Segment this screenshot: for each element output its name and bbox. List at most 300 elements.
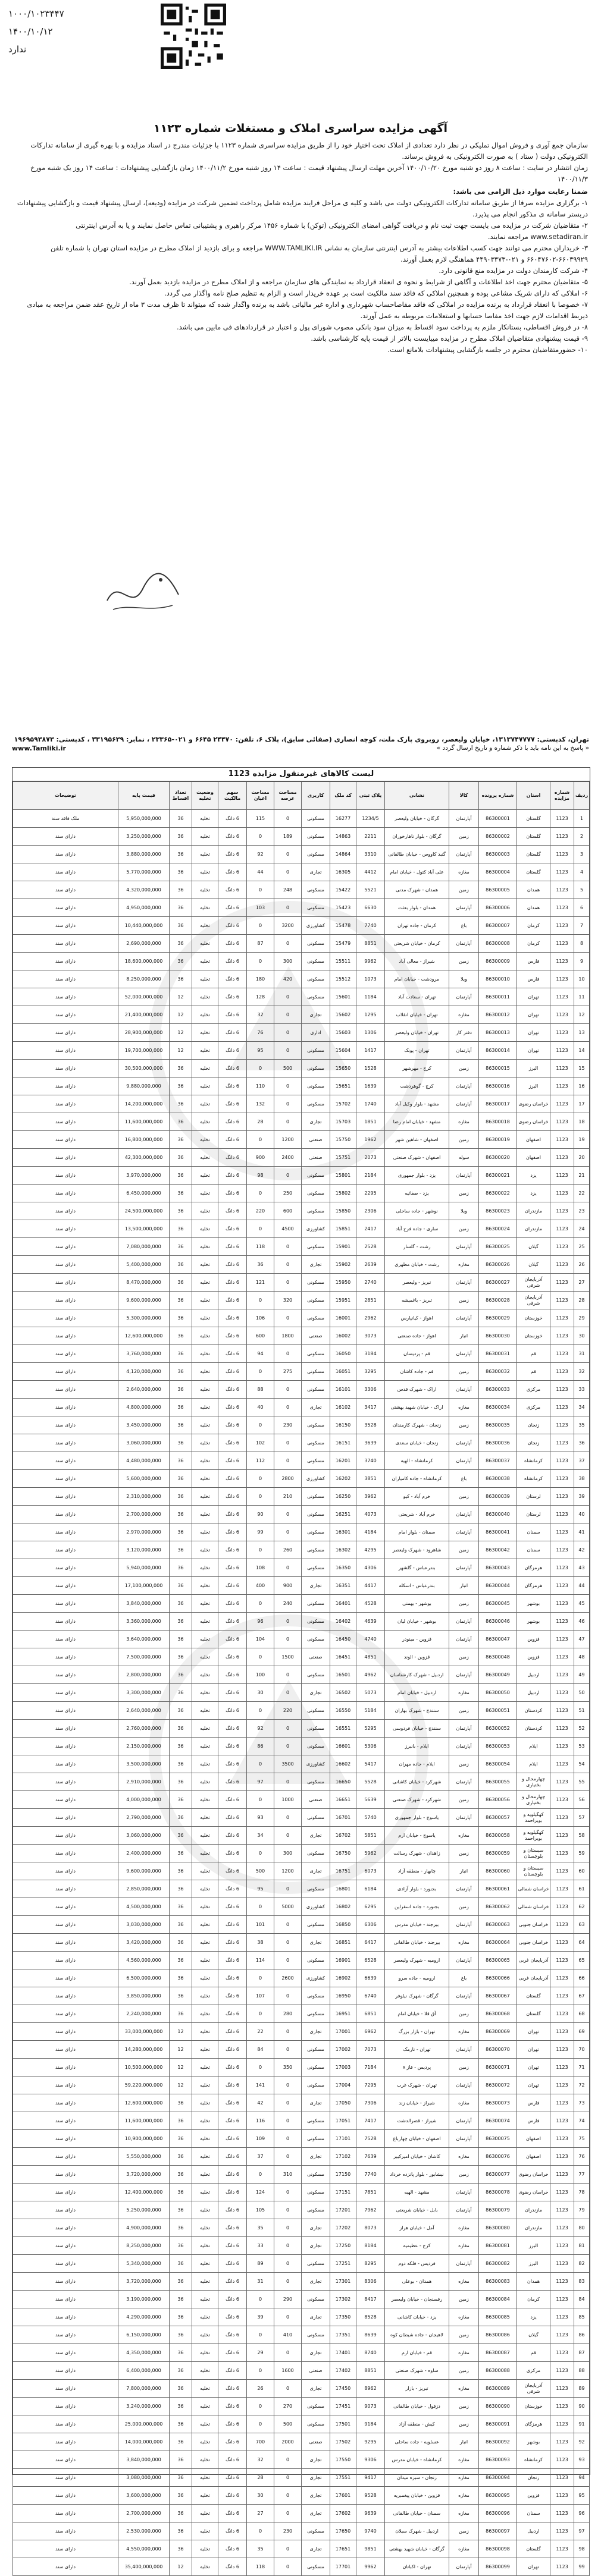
table-cell: 36 bbox=[170, 2201, 192, 2219]
table-cell: 38 bbox=[574, 1470, 590, 1488]
table-cell: 6 دانگ bbox=[218, 1399, 247, 1416]
table-cell: 1123 bbox=[550, 2291, 574, 2308]
table-cell: 3,500,000,000 bbox=[118, 1755, 170, 1773]
table-cell: 16602 bbox=[330, 1755, 356, 1773]
table-cell: دارای سند bbox=[13, 1202, 118, 1220]
table-cell: 89 bbox=[574, 2380, 590, 2398]
table-cell: 3,600,000,000 bbox=[118, 2487, 170, 2505]
table-cell: 74 bbox=[574, 2112, 590, 2130]
table-cell: 85 bbox=[574, 2308, 590, 2326]
table-cell: 3962 bbox=[356, 1488, 385, 1506]
table-cell: 39 bbox=[247, 2308, 274, 2326]
table-cell: 36 bbox=[170, 1131, 192, 1149]
table-cell: 6 دانگ bbox=[218, 1185, 247, 1202]
table-cell: 1306 bbox=[356, 1024, 385, 1042]
table-cell: 67 bbox=[574, 1987, 590, 2005]
table-cell: 0 bbox=[274, 1987, 302, 2005]
table-cell: 66 bbox=[574, 1969, 590, 1987]
table-cell: 36 bbox=[170, 953, 192, 970]
table-cell: 7,800,000,000 bbox=[118, 2380, 170, 2398]
table-cell: 86300028 bbox=[479, 1292, 517, 1309]
table-cell: 4,350,000,000 bbox=[118, 2344, 170, 2362]
table-cell: تخلیه bbox=[192, 2362, 218, 2380]
table-cell: 36 bbox=[170, 1202, 192, 1220]
table-cell: 1200 bbox=[274, 1862, 302, 1880]
table-cell: 0 bbox=[274, 2558, 302, 2576]
table-cell: 36 bbox=[170, 1381, 192, 1399]
table-cell: 400 bbox=[247, 1577, 274, 1595]
table-cell: 250 bbox=[274, 1185, 302, 1202]
table-row bbox=[13, 2201, 590, 2219]
table-cell: 16651 bbox=[330, 1791, 356, 1809]
table-cell: تخلیه bbox=[192, 1827, 218, 1845]
table-cell: تخلیه bbox=[192, 2273, 218, 2291]
table-cell: مسکونی bbox=[302, 1845, 330, 1862]
table-cell: آپارتمان bbox=[449, 1720, 479, 1738]
table-cell: دارای سند bbox=[13, 1185, 118, 1202]
table-cell: آپارتمان bbox=[449, 1523, 479, 1541]
table-cell: 93 bbox=[247, 1809, 274, 1827]
table-cell: 36 bbox=[170, 1095, 192, 1113]
table-cell: 86300020 bbox=[479, 1149, 517, 1167]
table-cell: گرگان - بلوار ناهارخوران bbox=[385, 828, 449, 846]
table-cell: 88 bbox=[247, 1381, 274, 1399]
table-cell: دارای سند bbox=[13, 1309, 118, 1327]
table-cell: 3,850,000,000 bbox=[118, 1987, 170, 2005]
table-cell: 1500 bbox=[274, 1648, 302, 1666]
table-cell: آمل - خیابان هراز bbox=[385, 2219, 449, 2237]
table-cell: مسکونی bbox=[302, 1488, 330, 1506]
table-cell: 6 دانگ bbox=[218, 1987, 247, 2005]
table-cell: 0 bbox=[274, 1880, 302, 1898]
footer-website[interactable]: www.Tamliki.ir bbox=[12, 744, 66, 752]
table-cell: تهران - سعادت آباد bbox=[385, 988, 449, 1006]
table-cell: 1123 bbox=[550, 2451, 574, 2469]
table-cell: 6 دانگ bbox=[218, 1862, 247, 1880]
table-cell: 118 bbox=[247, 1238, 274, 1256]
table-cell: 3,450,000,000 bbox=[118, 1416, 170, 1434]
table-cell: تهران - خیابان انقلاب bbox=[385, 1006, 449, 1024]
table-cell: 36 bbox=[170, 1452, 192, 1470]
table-cell: 6 دانگ bbox=[218, 2362, 247, 2380]
table-cell: مسکونی bbox=[302, 1452, 330, 1470]
table-cell: 600 bbox=[247, 1327, 274, 1345]
table-cell: کرج - گوهردشت bbox=[385, 1077, 449, 1095]
table-cell: 6 دانگ bbox=[218, 1024, 247, 1042]
table-cell: 86300057 bbox=[479, 1809, 517, 1827]
table-cell: 16151 bbox=[330, 1434, 356, 1452]
table-cell: 6 دانگ bbox=[218, 1684, 247, 1702]
table-cell: تجاری bbox=[302, 2219, 330, 2237]
table-cell: تخلیه bbox=[192, 1577, 218, 1595]
table-cell: تجاری bbox=[302, 2469, 330, 2487]
table-cell: 86300040 bbox=[479, 1506, 517, 1523]
table-row bbox=[13, 2130, 590, 2148]
table-cell: هرمزگان bbox=[517, 2415, 550, 2433]
table-cell: 6 دانگ bbox=[218, 1256, 247, 1274]
table-cell: 89 bbox=[247, 2255, 274, 2273]
table-cell: تخلیه bbox=[192, 1131, 218, 1149]
table-cell: 86300036 bbox=[479, 1434, 517, 1452]
table-cell: 83 bbox=[574, 2273, 590, 2291]
table-row bbox=[13, 1506, 590, 1523]
table-cell: 3,190,000,000 bbox=[118, 2291, 170, 2308]
table-cell: 1123 bbox=[550, 2255, 574, 2273]
table-cell: تخلیه bbox=[192, 1791, 218, 1809]
table-cell: 1123 bbox=[550, 2344, 574, 2362]
letter-attachment: ندارد bbox=[8, 44, 27, 55]
table-cell: 0 bbox=[247, 2326, 274, 2344]
table-cell: البرز bbox=[517, 1077, 550, 1095]
table-cell: دارای سند bbox=[13, 970, 118, 988]
table-cell: 16401 bbox=[330, 1595, 356, 1613]
table-cell: 28 bbox=[247, 2469, 274, 2487]
table-cell: مسکونی bbox=[302, 2326, 330, 2344]
table-cell: 0 bbox=[274, 1274, 302, 1292]
table-cell: 36 bbox=[170, 1149, 192, 1167]
table-cell: 1123 bbox=[550, 2130, 574, 2148]
table-cell: آپارتمان bbox=[449, 1987, 479, 2005]
table-cell: رشت - خیابان مطهری bbox=[385, 1256, 449, 1274]
table-cell: گنبد کاووس - خیابان طالقانی bbox=[385, 846, 449, 863]
table-cell: 82 bbox=[574, 2255, 590, 2273]
table-cell: 1600 bbox=[274, 2362, 302, 2380]
table-cell: 36 bbox=[170, 1702, 192, 1720]
table-cell: اصفهان bbox=[517, 2148, 550, 2166]
table-cell: 6 دانگ bbox=[218, 1880, 247, 1898]
table-cell: آپارتمان bbox=[449, 2201, 479, 2219]
table-cell: 180 bbox=[247, 970, 274, 988]
table-cell: 84 bbox=[574, 2291, 590, 2308]
table-cell: مسکونی bbox=[302, 1559, 330, 1577]
table-cell: 17201 bbox=[330, 2201, 356, 2219]
table-cell: اداری bbox=[302, 1024, 330, 1042]
table-cell: 16350 bbox=[330, 1559, 356, 1577]
table-cell: 99 bbox=[574, 2558, 590, 2576]
table-cell: تجاری bbox=[302, 2308, 330, 2326]
table-cell: 1123 bbox=[550, 2415, 574, 2433]
table-cell: 86 bbox=[574, 2326, 590, 2344]
table-cell: دارای سند bbox=[13, 1238, 118, 1256]
table-cell: 12 bbox=[170, 2023, 192, 2041]
table-cell: 16301 bbox=[330, 1523, 356, 1541]
table-cell: دارای سند bbox=[13, 1809, 118, 1827]
table-cell: 86300097 bbox=[479, 2522, 517, 2540]
table-cell: 86300046 bbox=[479, 1613, 517, 1631]
table-cell: 86300007 bbox=[479, 917, 517, 935]
table-cell: 86300060 bbox=[479, 1862, 517, 1880]
table-cell: دارای سند bbox=[13, 2148, 118, 2166]
table-cell: دارای سند bbox=[13, 1827, 118, 1845]
table-cell: تخلیه bbox=[192, 828, 218, 846]
table-cell: 16051 bbox=[330, 1363, 356, 1381]
table-cell: 17401 bbox=[330, 2344, 356, 2362]
table-cell: 36 bbox=[170, 1185, 192, 1202]
table-row bbox=[13, 1773, 590, 1791]
table-cell: 6 دانگ bbox=[218, 2130, 247, 2148]
table-cell: 36 bbox=[170, 1631, 192, 1648]
table-cell: 1123 bbox=[550, 1024, 574, 1042]
table-cell: 0 bbox=[274, 1720, 302, 1738]
table-cell: 57 bbox=[574, 1809, 590, 1827]
table-cell: مغازه bbox=[449, 2148, 479, 2166]
table-cell: 16101 bbox=[330, 1381, 356, 1399]
table-cell: 0 bbox=[274, 1952, 302, 1969]
table-cell: 86300051 bbox=[479, 1702, 517, 1720]
table-cell: 4,900,000,000 bbox=[118, 2219, 170, 2237]
table-row bbox=[13, 2148, 590, 2166]
table-cell: 115 bbox=[247, 810, 274, 828]
table-cell: 300 bbox=[274, 953, 302, 970]
table-cell: 2 bbox=[574, 828, 590, 846]
table-row bbox=[13, 2451, 590, 2469]
table-cell: 1851 bbox=[356, 1113, 385, 1131]
table-cell: 0 bbox=[247, 1845, 274, 1862]
table-cell: صنعتی bbox=[302, 1648, 330, 1666]
table-cell: گرگان - خیابان شهید بهشتی bbox=[385, 2540, 449, 2558]
table-cell: قزوین - خیابان پیغمبریه bbox=[385, 2487, 449, 2505]
table-cell: 86300055 bbox=[479, 1773, 517, 1791]
table-cell: 1123 bbox=[550, 1434, 574, 1452]
table-cell: مغازه bbox=[449, 1006, 479, 1024]
table-cell: 350 bbox=[274, 2059, 302, 2076]
table-cell: آپارتمان bbox=[449, 1042, 479, 1060]
table-cell: تجاری bbox=[302, 863, 330, 881]
table-cell: سمنان bbox=[517, 1523, 550, 1541]
table-cell: دارای سند bbox=[13, 2166, 118, 2184]
table-cell: مغازه bbox=[449, 2487, 479, 2505]
table-row bbox=[13, 1702, 590, 1720]
table-cell: 2639 bbox=[356, 1256, 385, 1274]
table-cell: 6962 bbox=[356, 2023, 385, 2041]
table-cell: مسکونی bbox=[302, 2076, 330, 2094]
table-row bbox=[13, 1880, 590, 1898]
table-cell: آپارتمان bbox=[449, 1738, 479, 1755]
table-cell: 700 bbox=[247, 2433, 274, 2451]
table-cell: 6 دانگ bbox=[218, 1292, 247, 1309]
table-cell: 36 bbox=[170, 1738, 192, 1755]
table-cell: تجاری bbox=[302, 2380, 330, 2398]
table-cell: تجاری bbox=[302, 1577, 330, 1595]
ad-term: ۱۰- حضورمتقاضیان محترم در جلسه بازگشایی پیشنهادات بلامانع است. bbox=[387, 345, 588, 354]
table-cell: 8295 bbox=[356, 2255, 385, 2273]
table-cell: 26 bbox=[574, 1256, 590, 1274]
table-cell: 6 دانگ bbox=[218, 2273, 247, 2291]
table-cell: زاهدان - شهرک رسالت bbox=[385, 1845, 449, 1862]
table-cell: مشهد - الهیه bbox=[385, 2184, 449, 2201]
table-cell: 3417 bbox=[356, 1399, 385, 1416]
table-cell: آذربایجان شرقی bbox=[517, 1274, 550, 1292]
table-cell: دارای سند bbox=[13, 2005, 118, 2023]
table-cell: 91 bbox=[574, 2415, 590, 2433]
table-cell: آپارتمان bbox=[449, 988, 479, 1006]
table-cell: 0 bbox=[274, 810, 302, 828]
table-cell: 6 دانگ bbox=[218, 1167, 247, 1185]
table-cell: 4,480,000,000 bbox=[118, 1452, 170, 1470]
table-cell: 0 bbox=[274, 1434, 302, 1452]
table-row bbox=[13, 1488, 590, 1506]
table-cell: تجاری bbox=[302, 1934, 330, 1952]
table-cell: 0 bbox=[274, 1095, 302, 1113]
table-cell: دارای سند bbox=[13, 1113, 118, 1131]
table-cell: 0 bbox=[274, 2344, 302, 2362]
table-cell: 86300093 bbox=[479, 2451, 517, 2469]
table-cell: تخلیه bbox=[192, 2398, 218, 2415]
table-cell: مسکونی bbox=[302, 1274, 330, 1292]
table-cell: 2800 bbox=[274, 1470, 302, 1488]
table-cell: 11,600,000,000 bbox=[118, 2112, 170, 2130]
table-cell: آپارتمان bbox=[449, 1345, 479, 1363]
table-cell: 36 bbox=[170, 1559, 192, 1577]
table-cell: ارومیه - شهرک ولیعصر bbox=[385, 1952, 449, 1969]
table-cell: 97 bbox=[574, 2522, 590, 2540]
table-cell: 15901 bbox=[330, 1238, 356, 1256]
table-cell: 19,700,000,000 bbox=[118, 1042, 170, 1060]
table-cell: 0 bbox=[274, 2076, 302, 2094]
table-cell: 86300083 bbox=[479, 2273, 517, 2291]
table-row bbox=[13, 2255, 590, 2273]
table-cell: کشاورزی bbox=[302, 917, 330, 935]
table-cell: 13 bbox=[574, 1024, 590, 1042]
table-cell: 1123 bbox=[550, 1309, 574, 1327]
table-cell: 56 bbox=[574, 1791, 590, 1809]
table-cell: تخلیه bbox=[192, 1595, 218, 1613]
table-cell: 6851 bbox=[356, 2005, 385, 2023]
table-cell: 5295 bbox=[356, 1720, 385, 1738]
table-cell: 108 bbox=[247, 1559, 274, 1577]
table-row bbox=[13, 1898, 590, 1916]
table-cell: 16501 bbox=[330, 1666, 356, 1684]
table-cell: تخلیه bbox=[192, 2380, 218, 2398]
table-cell: 0 bbox=[274, 1506, 302, 1523]
table-cell: خرم آباد - شریعتی bbox=[385, 1506, 449, 1523]
table-cell: تخلیه bbox=[192, 1898, 218, 1916]
table-cell: 290 bbox=[274, 2291, 302, 2308]
table-cell: 17350 bbox=[330, 2308, 356, 2326]
table-cell: آپارتمان bbox=[449, 1452, 479, 1470]
table-cell: دارای سند bbox=[13, 1577, 118, 1595]
table-cell: 4417 bbox=[356, 1577, 385, 1595]
table-cell: 6 دانگ bbox=[218, 1220, 247, 1238]
table-cell: تخلیه bbox=[192, 1773, 218, 1791]
table-cell: 3,880,000,000 bbox=[118, 846, 170, 863]
table-cell: 0 bbox=[274, 2487, 302, 2505]
table-cell: اصفهان - شهرک صنعتی bbox=[385, 1149, 449, 1167]
table-row bbox=[13, 1541, 590, 1559]
table-cell: 2528 bbox=[356, 1238, 385, 1256]
table-cell: 4,120,000,000 bbox=[118, 1363, 170, 1381]
table-row bbox=[13, 2308, 590, 2326]
table-cell: 15478 bbox=[330, 917, 356, 935]
table-row bbox=[13, 1292, 590, 1309]
table-cell: 6 دانگ bbox=[218, 1523, 247, 1541]
table-cell: مسکونی bbox=[302, 1987, 330, 2005]
table-cell: یزد bbox=[517, 1185, 550, 1202]
table-cell: دارای سند bbox=[13, 1738, 118, 1755]
table-cell: 86300009 bbox=[479, 953, 517, 970]
table-cell: 16402 bbox=[330, 1613, 356, 1631]
table-cell: هرمزگان bbox=[517, 1577, 550, 1595]
table-cell: 0 bbox=[274, 1916, 302, 1934]
table-cell: 36 bbox=[170, 1880, 192, 1898]
table-cell: تجاری bbox=[302, 1113, 330, 1131]
table-cell: 5,250,000,000 bbox=[118, 2201, 170, 2219]
table-cell: تخلیه bbox=[192, 970, 218, 988]
table-row bbox=[13, 1523, 590, 1541]
table-cell: 35,400,000,000 bbox=[118, 2558, 170, 2576]
table-cell: 3740 bbox=[356, 1452, 385, 1470]
table-column-header: قیمت پایه bbox=[118, 782, 170, 810]
table-cell: ویلا bbox=[449, 970, 479, 988]
table-cell: 0 bbox=[247, 1541, 274, 1559]
table-cell: مسکونی bbox=[302, 2005, 330, 2023]
table-cell: آپارتمان bbox=[449, 1381, 479, 1399]
table-cell: کیش - منطقه آزاد bbox=[385, 2415, 449, 2433]
table-cell: 1123 bbox=[550, 2326, 574, 2344]
table-cell: تهران bbox=[517, 2023, 550, 2041]
table-cell: 30 bbox=[574, 1327, 590, 1345]
table-cell: 3,060,000,000 bbox=[118, 1434, 170, 1452]
table-cell: 98 bbox=[574, 2540, 590, 2558]
table-cell: 95 bbox=[247, 1042, 274, 1060]
table-cell: 36 bbox=[170, 1327, 192, 1345]
table-cell: 600 bbox=[274, 1202, 302, 1220]
table-cell: 0 bbox=[247, 2398, 274, 2415]
table-row bbox=[13, 1327, 590, 1345]
table-cell: دارای سند bbox=[13, 881, 118, 899]
table-cell: ایلام bbox=[517, 1738, 550, 1755]
table-cell: دارای سند bbox=[13, 1256, 118, 1274]
table-cell: تخلیه bbox=[192, 1042, 218, 1060]
table-cell: 58 bbox=[574, 1827, 590, 1845]
table-cell: 65 bbox=[574, 1952, 590, 1969]
table-cell: دارای سند bbox=[13, 1684, 118, 1702]
table-cell: 1123 bbox=[550, 1987, 574, 2005]
table-cell: مسکونی bbox=[302, 1738, 330, 1755]
table-cell: 0 bbox=[274, 1934, 302, 1952]
table-cell: تخلیه bbox=[192, 1666, 218, 1684]
table-cell: 3306 bbox=[356, 1381, 385, 1399]
table-cell: 13,500,000,000 bbox=[118, 1220, 170, 1238]
table-cell: 0 bbox=[247, 1060, 274, 1077]
table-cell: 86300061 bbox=[479, 1880, 517, 1898]
table-row bbox=[13, 1167, 590, 1185]
table-cell: 33 bbox=[247, 2237, 274, 2255]
table-cell: 1123 bbox=[550, 1577, 574, 1595]
table-cell: 0 bbox=[274, 2308, 302, 2326]
table-cell: 86300045 bbox=[479, 1595, 517, 1613]
table-cell: مسکونی bbox=[302, 1809, 330, 1827]
table-cell: مغازه bbox=[449, 1256, 479, 1274]
table-cell: تهران bbox=[517, 1042, 550, 1060]
table-cell: تهران - خیابان ولیعصر bbox=[385, 1024, 449, 1042]
table-cell: تخلیه bbox=[192, 2112, 218, 2130]
table-cell: تخلیه bbox=[192, 1327, 218, 1345]
table-cell: 103 bbox=[247, 899, 274, 917]
table-cell: اردبیل - شهرک سبلان bbox=[385, 2522, 449, 2540]
table-cell: 86300011 bbox=[479, 988, 517, 1006]
table-cell: 5851 bbox=[356, 1827, 385, 1845]
table-cell: قم - پردیسان bbox=[385, 1345, 449, 1363]
table-cell: 86300002 bbox=[479, 828, 517, 846]
table-cell: 36 bbox=[170, 2540, 192, 2558]
table-cell: 1417 bbox=[356, 1042, 385, 1060]
table-cell: دارای سند bbox=[13, 863, 118, 881]
table-cell: 1123 bbox=[550, 1791, 574, 1809]
table-cell: تخلیه bbox=[192, 1862, 218, 1880]
table-cell: تخلیه bbox=[192, 1113, 218, 1131]
table-cell: 6 دانگ bbox=[218, 1238, 247, 1256]
